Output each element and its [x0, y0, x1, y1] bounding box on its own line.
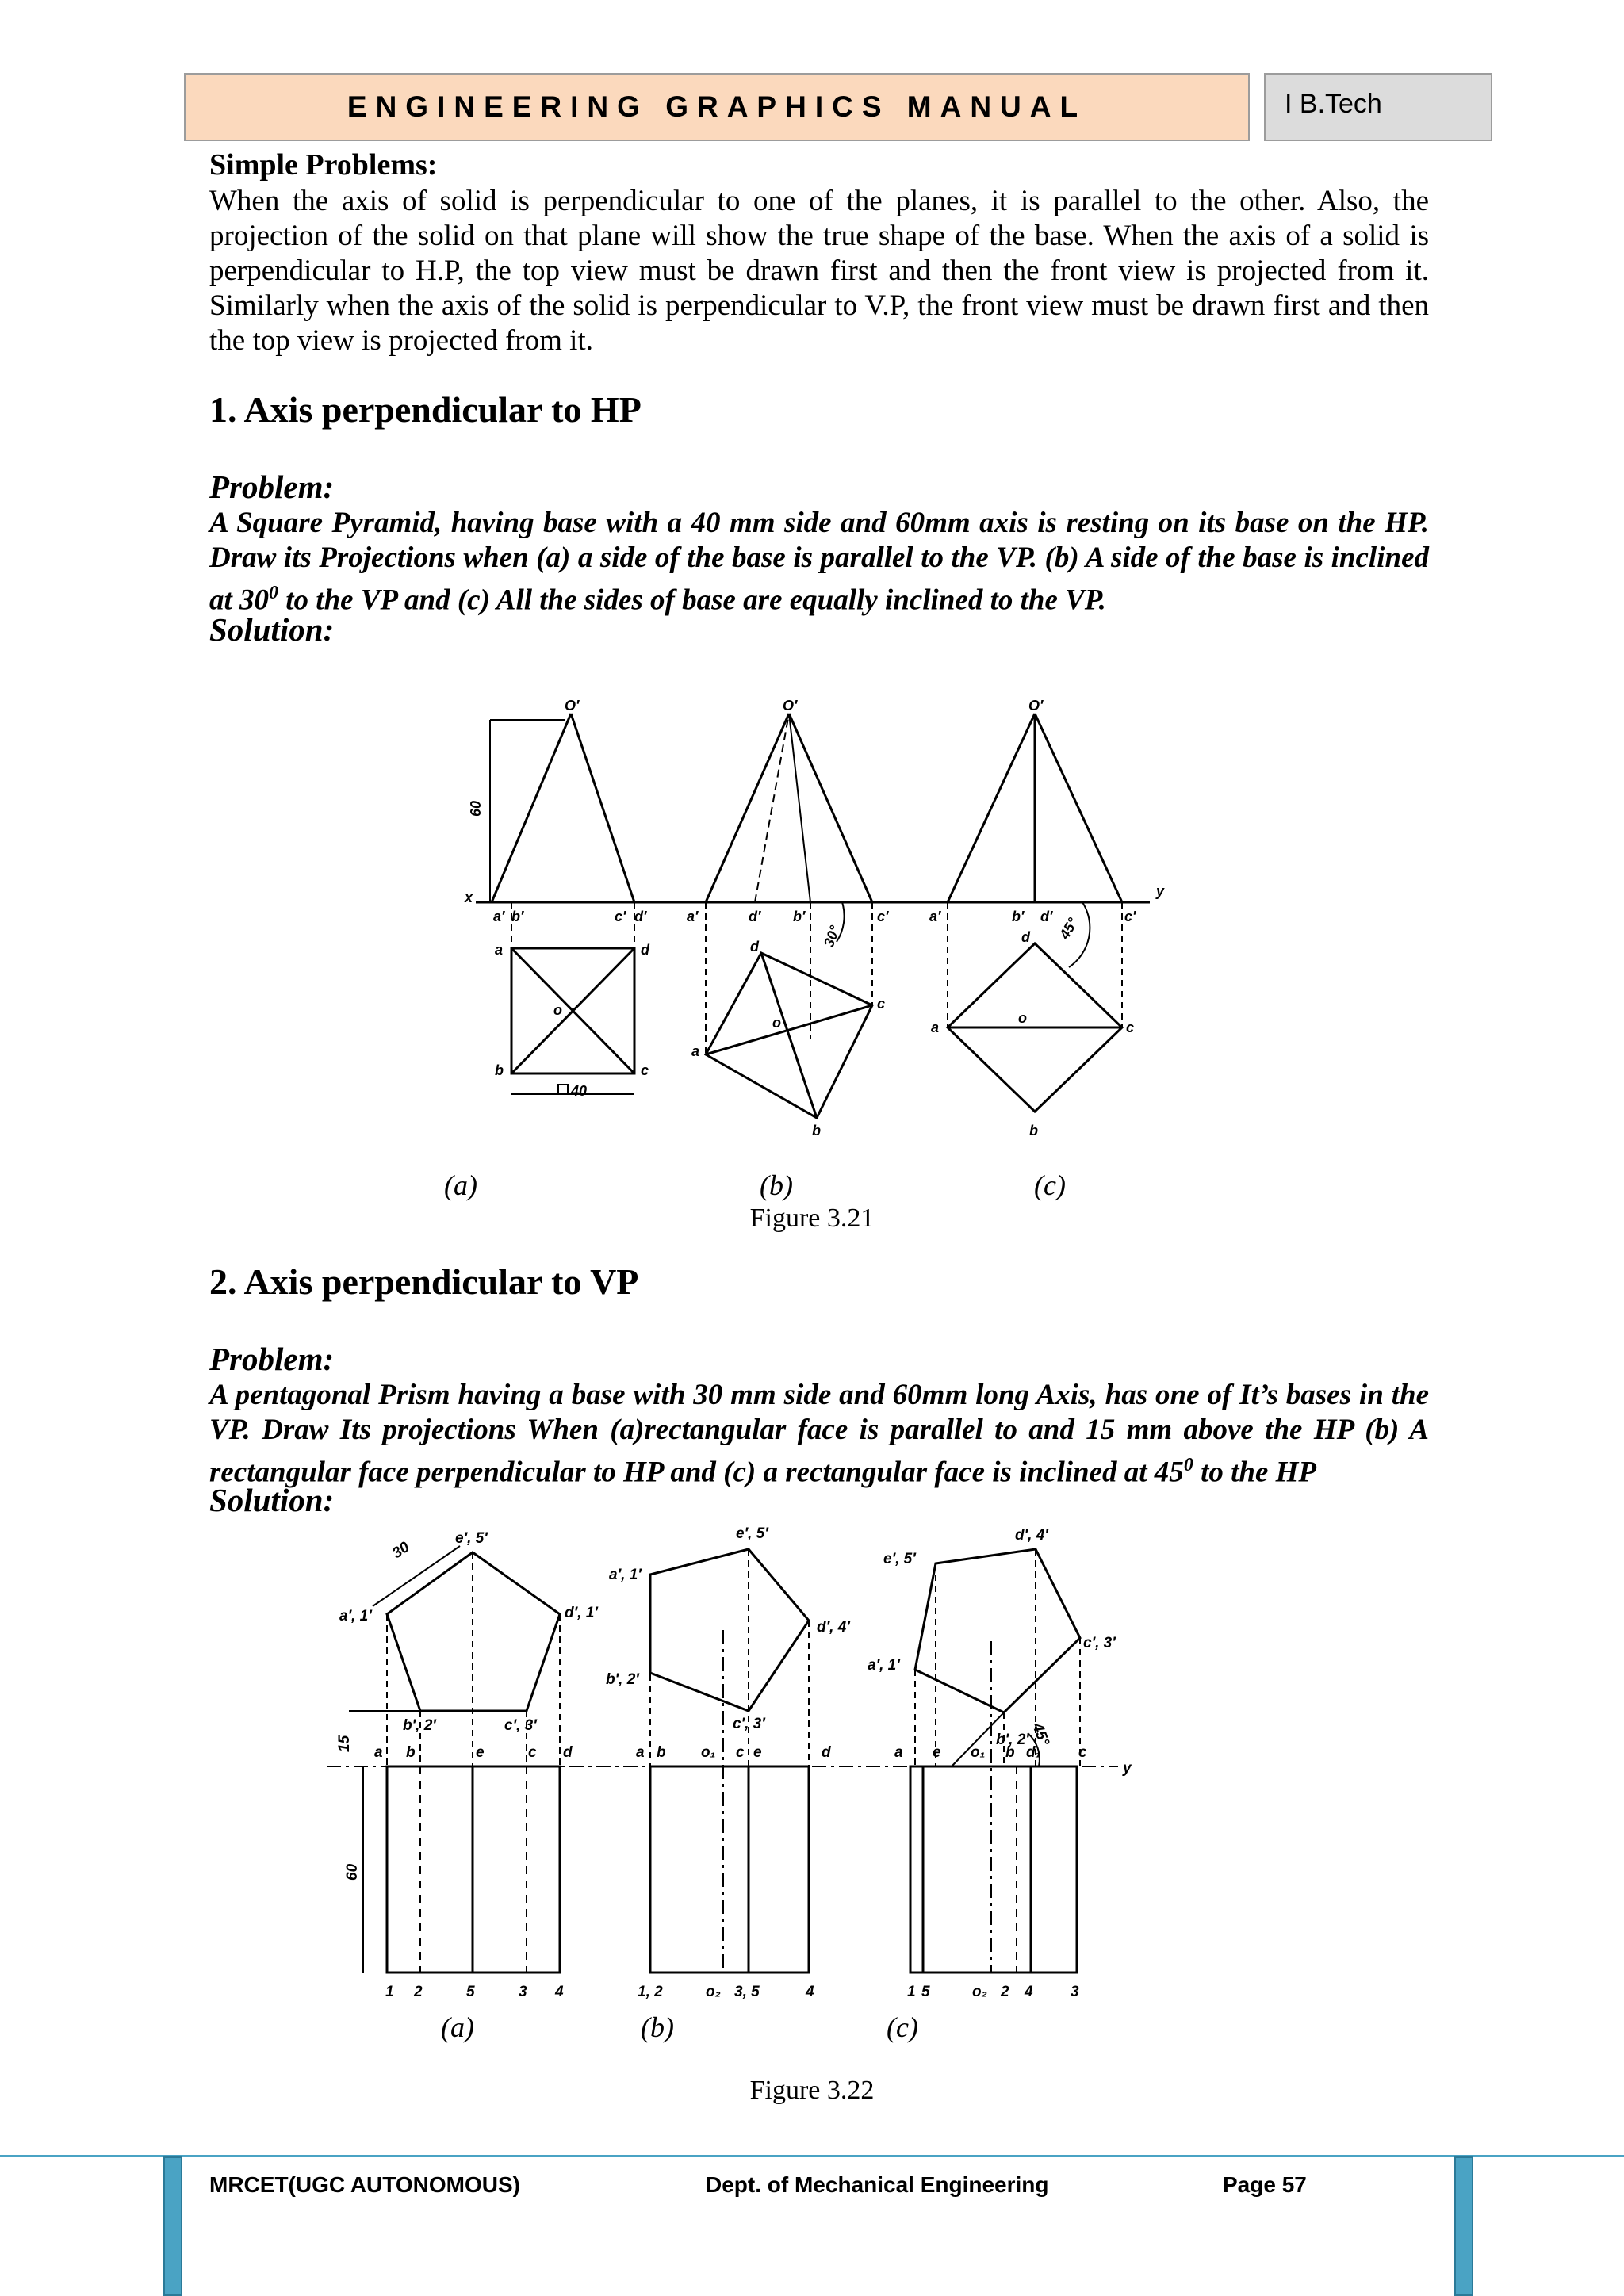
fig21-a-fv-d: d′ — [634, 909, 647, 924]
fig22-c-bottom-5: 5 — [921, 1984, 930, 2000]
fig22-a-fv-d1: d′, 1′ — [565, 1605, 598, 1621]
figure-3-21-caption: Figure 3.21 — [749, 1203, 875, 1233]
fig22-a-xy-e: e — [476, 1744, 485, 1761]
fig22-b-xy-c: c — [736, 1744, 745, 1761]
fig22-b-bottom-35: 3, 5 — [734, 1984, 760, 2000]
fig22-b-xy-o1: o₁ — [701, 1744, 716, 1761]
fig22-b-xy-b: b — [657, 1744, 666, 1761]
fig22-c-fv-a1: a′, 1′ — [868, 1657, 900, 1674]
footer-department: Dept. of Mechanical Engineering — [706, 2172, 1049, 2197]
fig22-c-fv-c3: c′, 3′ — [1083, 1635, 1116, 1651]
fig21-a-tv-o: o — [553, 1002, 562, 1018]
fig21-c-tv-a: a — [931, 1020, 940, 1035]
manual-title-banner — [184, 73, 1250, 141]
fig21-c-tv-c: c — [1126, 1020, 1135, 1035]
section-1-problem-label: Problem: — [209, 469, 335, 505]
fig21-a-fv-c: c′ — [615, 909, 626, 924]
footer-right-bar — [1454, 2156, 1473, 2296]
course-tag: I B.Tech — [1285, 89, 1382, 119]
fig22-b-fv-b2: b′, 2′ — [606, 1671, 639, 1688]
fig22-c-xy-d1: d₁ — [1026, 1744, 1041, 1761]
fig22-c-xy-b: b — [1005, 1744, 1015, 1761]
fig21-b-apex-label: O′ — [783, 698, 798, 714]
fig21-dim-60: 60 — [468, 800, 484, 817]
manual-title: ENGINEERING GRAPHICS MANUAL — [347, 90, 1087, 123]
footer-left-bar — [163, 2156, 182, 2296]
fig21-c-tv-b: b — [1029, 1123, 1038, 1138]
fig22-b-fv-a1: a′, 1′ — [609, 1567, 642, 1583]
fig22-c-fv-b2: b′, 2′ — [996, 1732, 1029, 1748]
fig21-a-tv-a: a — [495, 942, 504, 958]
course-tag-box — [1264, 73, 1492, 141]
fig22-caption-a: (a) — [441, 2011, 474, 2043]
fig21-caption-a: (a) — [444, 1169, 477, 1201]
section-2-solution-label: Solution: — [209, 1482, 335, 1518]
fig22-a-bottom-2: 2 — [414, 1984, 423, 2000]
fig21-a-apex-label: O′ — [565, 698, 580, 714]
fig22-a-bottom-4: 4 — [555, 1984, 564, 2000]
fig22-caption-b: (b) — [641, 2011, 674, 2043]
fig21-a-fv-a: a′ — [493, 909, 505, 924]
fig21-b-fv-b: b′ — [793, 909, 806, 924]
footer-institution: MRCET(UGC AUTONOMOUS) — [209, 2172, 520, 2197]
fig22-c-angle-45: 45° — [1028, 1720, 1052, 1748]
fig22-c-bottom-3: 3 — [1071, 1984, 1079, 2000]
figure-3-22-caption: Figure 3.22 — [749, 2076, 875, 2105]
fig21-c-fv-c: c′ — [1124, 909, 1136, 924]
fig21-y-label: y — [1156, 883, 1165, 899]
fig21-caption-b: (b) — [760, 1169, 793, 1201]
fig21-b-fv-c: c′ — [877, 909, 889, 924]
fig22-y-label: y — [1123, 1760, 1132, 1777]
fig22-a-bottom-3: 3 — [519, 1984, 527, 2000]
fig22-b-xy-e: e — [753, 1744, 762, 1761]
fig21-a-fv-b: b′ — [511, 909, 524, 924]
fig21-c-angle-45: 45° — [1056, 915, 1082, 942]
fig22-dim-30: 30 — [389, 1538, 413, 1563]
fig22-c-fv-e5: e′, 5′ — [883, 1551, 916, 1567]
simple-problems-heading: Simple Problems: — [209, 148, 438, 182]
fig22-b-fv-c3: c′, 3′ — [733, 1716, 765, 1732]
fig22-a-xy-b: b — [406, 1744, 416, 1761]
fig22-b-bottom-o2: o₂ — [706, 1984, 721, 2000]
fig22-c-bottom-4: 4 — [1025, 1984, 1033, 2000]
fig21-b-tv-c: c — [877, 996, 886, 1012]
fig22-a-fv-c3: c′, 3′ — [504, 1717, 537, 1734]
fig21-a-tv-b: b — [495, 1062, 504, 1078]
fig21-b-fv-d: d′ — [749, 909, 761, 924]
section-1-solution-label: Solution: — [209, 611, 335, 648]
fig21-c-fv-d: d′ — [1040, 909, 1053, 924]
fig22-a-xy-c: c — [528, 1744, 537, 1761]
simple-problems-paragraph: When the axis of solid is perpendicular to one of the planes, it is parallel to the other. Also, the projection of the solid on that plane will show the true shape of the base. When the axis of a solid is perpendicular to H.P, the top view must be drawn first and then the front view is projected from it. Similarly when the axis of the solid is perpendicular to V.P, the front view must be drawn first and then the top view is projected from it. — [209, 185, 1429, 357]
footer-rule — [0, 2155, 1624, 2157]
fig22-c-xy-e: e — [933, 1744, 941, 1761]
fig21-a-side-40: 40 — [571, 1083, 588, 1099]
fig21-x-label: x — [465, 890, 473, 905]
fig22-a-xy-a: a — [374, 1744, 383, 1761]
figure-3-22-drawing — [317, 1514, 1158, 2006]
section-2-problem-text: A pentagonal Prism having a base with 30 mm side and 60mm long Axis, has one of It’s bases in the VP. Draw Its projections When (a)rectangular face is parallel to and 15 mm above the HP (b) A rectangular face perpendicular to HP and (c) a rectangular face is inclined at $45^0$ to the HP — [209, 1379, 1429, 1489]
footer-page-number: Page 57 — [1223, 2172, 1307, 2197]
fig22-c-bottom-1: 1 — [907, 1984, 916, 2000]
section-1-heading: 1. Axis perpendicular to HP — [209, 389, 642, 430]
fig22-b-bottom-4: 4 — [806, 1984, 814, 2000]
section-1-problem-text: A Square Pyramid, having base with a 40 mm side and 60mm axis is resting on its base on the HP. Draw its Projections when (a) a side of the base is parallel to the VP. (b) A side of the base is inclined at $30^0$ to the VP and (c) All the sides of base are equally inclined to the VP. — [209, 507, 1429, 617]
fig22-b-fv-e5: e′, 5′ — [736, 1525, 768, 1542]
fig22-a-fv-b2: b′, 2′ — [403, 1717, 436, 1734]
figure-3-21-drawing — [444, 682, 1189, 1142]
fig22-dim-60: 60 — [344, 1863, 361, 1881]
fig21-b-tv-b: b — [812, 1123, 821, 1138]
fig22-b-xy-d: d — [822, 1744, 831, 1761]
fig21-a-tv-d: d — [641, 942, 649, 958]
fig22-b-fv-d4: d′, 4′ — [817, 1619, 850, 1636]
fig22-c-bottom-o2: o₂ — [972, 1984, 987, 2000]
fig21-b-angle-30: 30° — [820, 923, 844, 950]
fig22-c-fv-d4: d′, 4′ — [1015, 1527, 1048, 1544]
fig22-c-xy-a: a — [894, 1744, 903, 1761]
section-2-heading: 2. Axis perpendicular to VP — [209, 1261, 639, 1302]
fig21-c-fv-a: a′ — [929, 909, 941, 924]
fig22-c-xy-c: c — [1078, 1744, 1087, 1761]
fig21-b-tv-d: d — [750, 939, 759, 955]
fig22-a-fv-e5: e′, 5′ — [455, 1530, 488, 1547]
fig22-a-fv-a1: a′, 1′ — [339, 1608, 372, 1624]
fig22-a-bottom-5: 5 — [466, 1984, 475, 2000]
fig22-a-bottom-1: 1 — [385, 1984, 394, 2000]
fig21-b-tv-o: o — [772, 1015, 781, 1031]
fig22-a-xy-d: d — [563, 1744, 573, 1761]
section-2-problem-label: Problem: — [209, 1341, 335, 1377]
fig21-caption-c: (c) — [1034, 1169, 1066, 1201]
fig21-c-fv-b: b′ — [1012, 909, 1025, 924]
fig22-caption-c: (c) — [887, 2011, 918, 2043]
fig21-b-fv-a: a′ — [687, 909, 699, 924]
fig22-c-bottom-2: 2 — [1001, 1984, 1009, 2000]
fig21-c-tv-o: o — [1018, 1010, 1027, 1026]
fig22-dim-15: 15 — [336, 1735, 353, 1752]
fig21-a-tv-c: c — [641, 1062, 649, 1078]
fig22-b-bottom-12: 1, 2 — [638, 1984, 663, 2000]
fig21-b-tv-a: a — [691, 1043, 700, 1059]
fig21-c-apex-label: O′ — [1028, 698, 1044, 714]
fig22-c-xy-o1: o₁ — [971, 1744, 986, 1761]
fig21-c-tv-d: d — [1021, 929, 1030, 945]
fig22-b-xy-a: a — [636, 1744, 645, 1761]
